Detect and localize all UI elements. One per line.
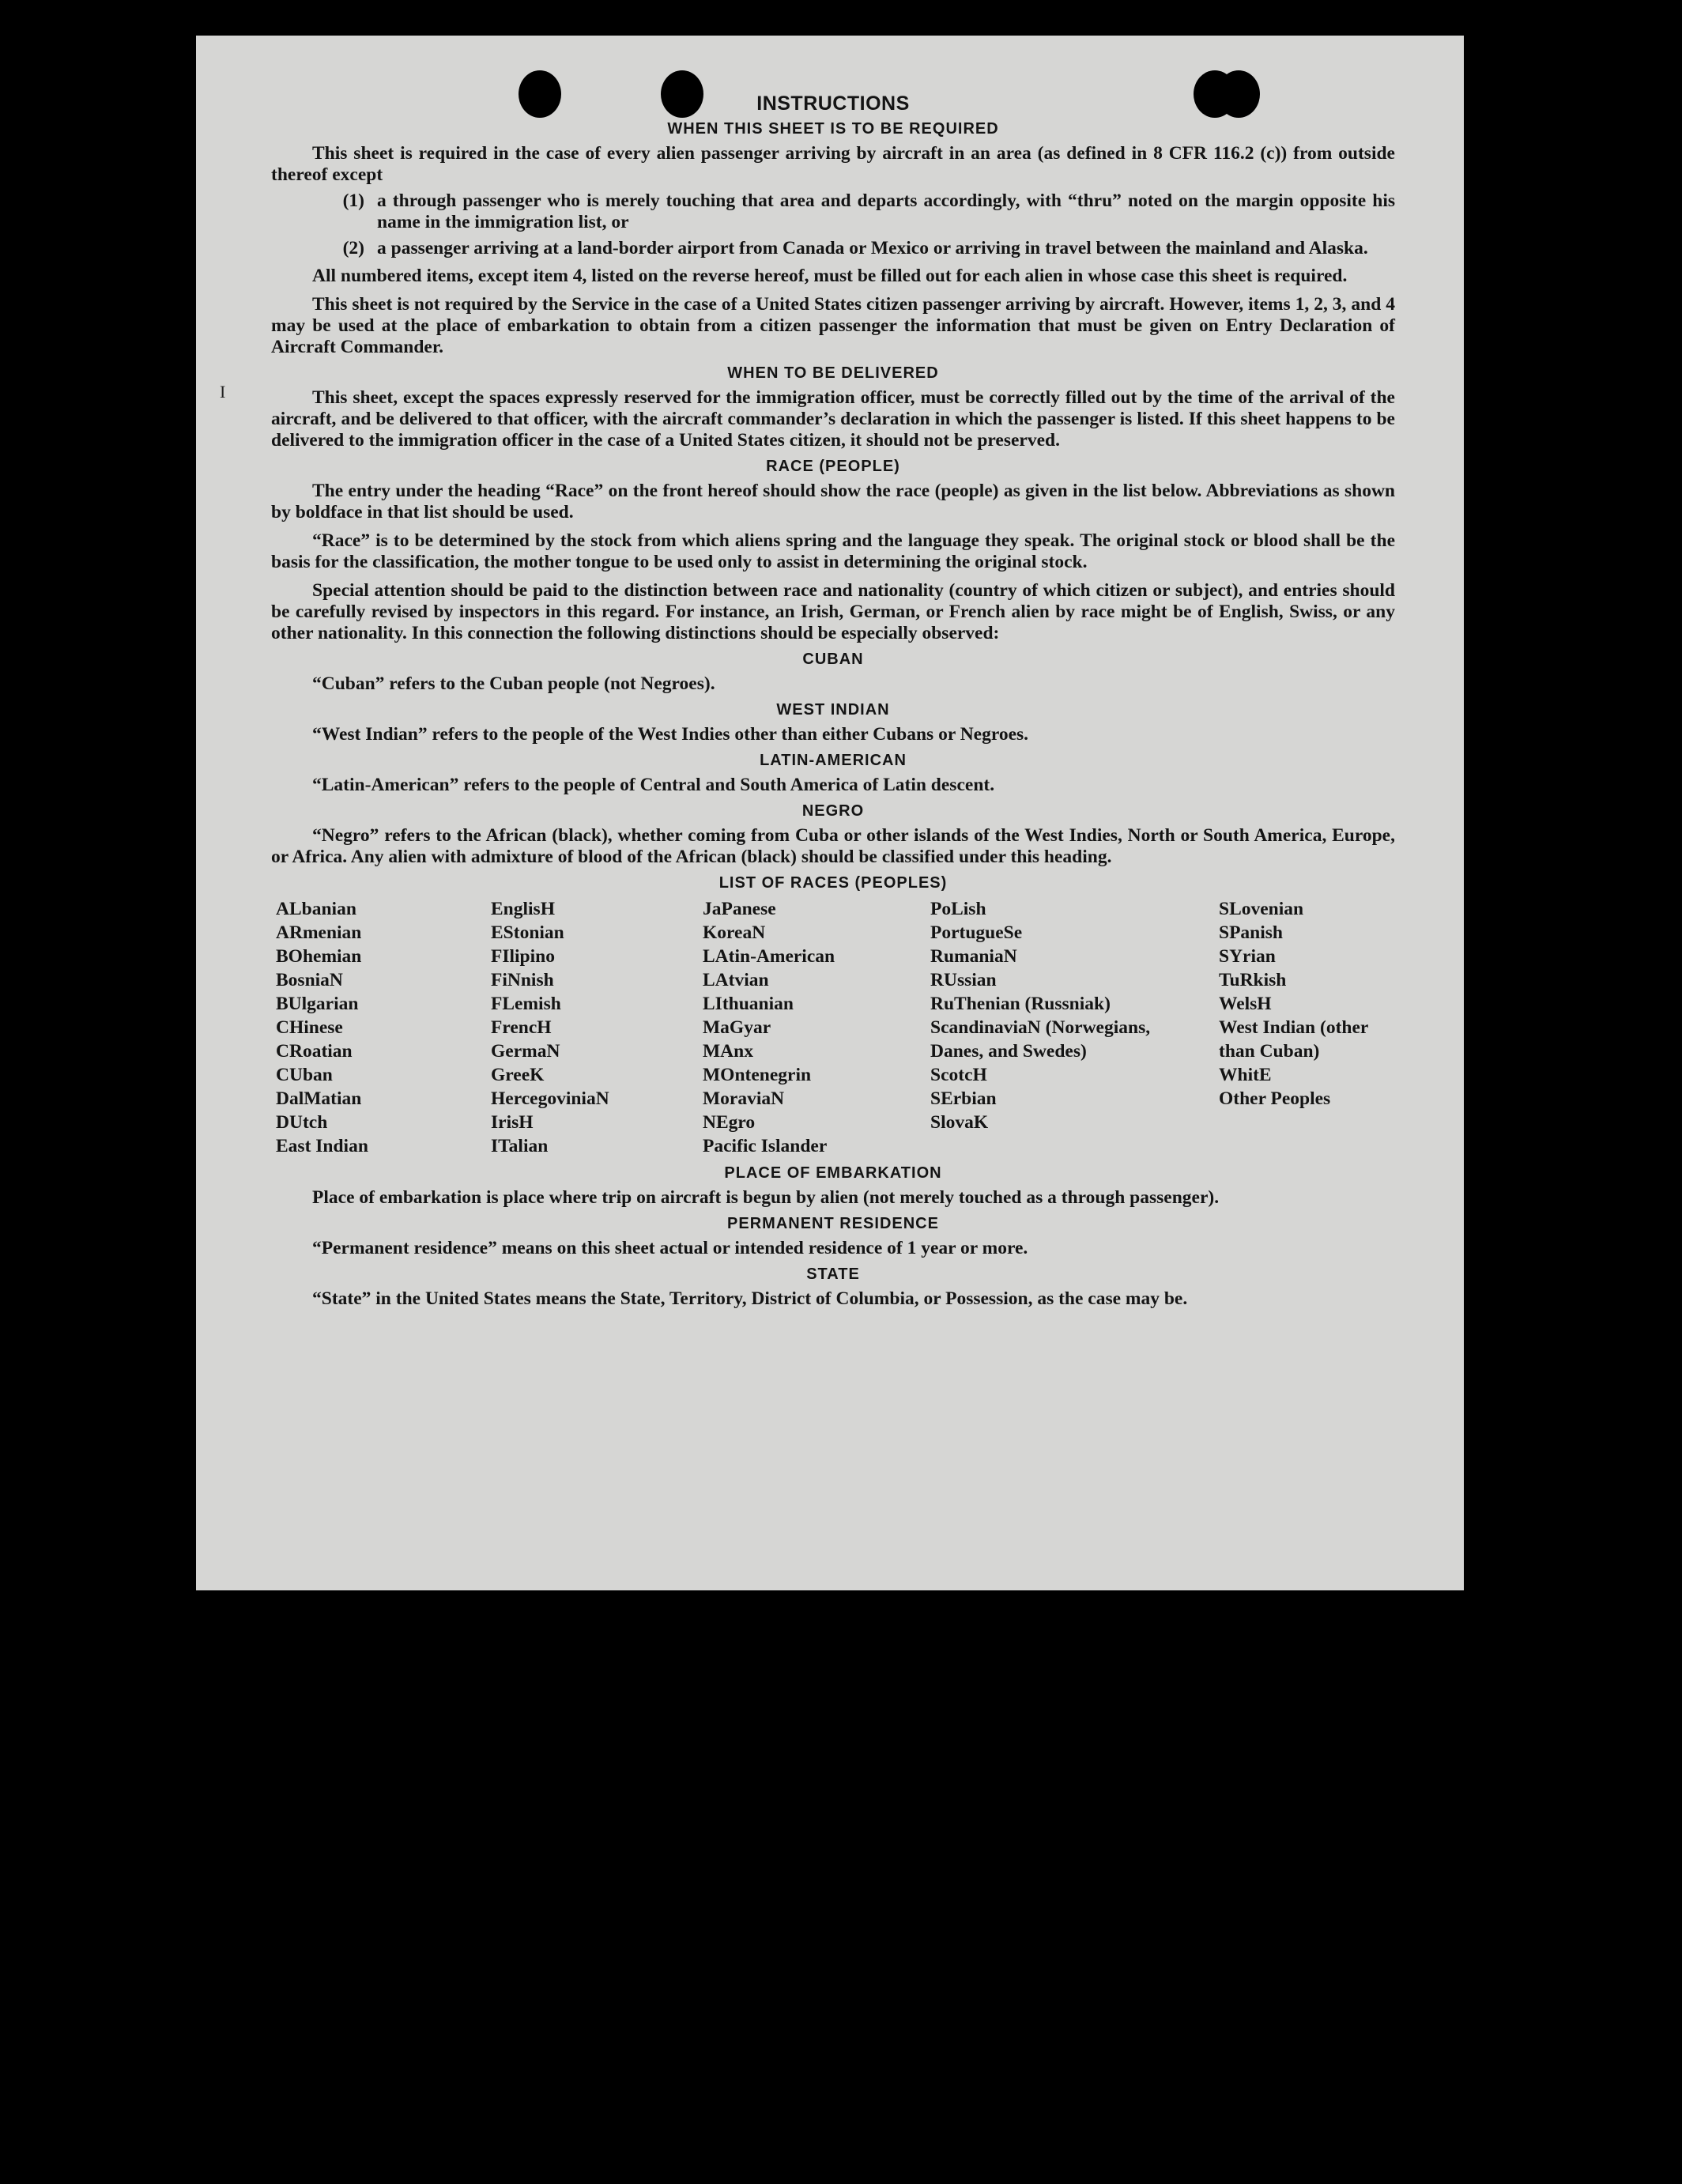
race-item: LIthuanian — [703, 994, 794, 1014]
race-item: CHinese — [276, 1017, 343, 1038]
race-item: GreeK — [491, 1065, 545, 1085]
race-item: NEgro — [703, 1112, 756, 1133]
race-item: LAtvian — [703, 970, 769, 990]
race-item: EStonian — [491, 922, 564, 943]
item-text: a passenger arriving at a land-border airport from Canada or Mexico or arriving in travel between the mainland and Alaska. — [377, 238, 1368, 258]
section-heading: WEST INDIAN — [776, 701, 890, 719]
race-item: KoreaN — [703, 922, 766, 943]
paragraph: This sheet is not required by the Service in the case of a United States citizen passenger arriving by aircraft. However, items 1, 2, 3, and 4 may be used at the place of embarkation to obtain from a citizen passenger the information that must be given on Entry Declaration of Aircraft Commander. — [271, 294, 1395, 357]
races-column — [1219, 897, 1401, 1158]
race-item: RuThenian (Russniak) — [930, 994, 1111, 1014]
race-item: ScotcH — [930, 1065, 987, 1085]
race-item: BUlgarian — [276, 994, 359, 1014]
race-item: SlovaK — [930, 1112, 989, 1133]
races-column — [930, 897, 1219, 1158]
page-title: INSTRUCTIONS — [756, 92, 910, 115]
paragraph: “West Indian” refers to the people of the West Indies other than either Cubans or Negroes. — [312, 724, 1029, 745]
race-item: BosniaN — [276, 970, 343, 990]
race-item: SYrian — [1219, 946, 1276, 967]
paragraph: “State” in the United States means the State, Territory, District of Columbia, or Possession, as the case may be. — [312, 1288, 1188, 1309]
document-sheet — [196, 36, 1464, 1590]
race-item: PoLish — [930, 899, 986, 919]
race-item: MaGyar — [703, 1017, 771, 1038]
race-item: Pacific Islander — [703, 1136, 828, 1156]
race-item: ALbanian — [276, 899, 356, 919]
races-column — [491, 897, 703, 1158]
race-item: CUban — [276, 1065, 333, 1085]
section-heading: LIST OF RACES (PEOPLES) — [718, 874, 948, 892]
race-item: MOntenegrin — [703, 1065, 812, 1085]
race-item: EnglisH — [491, 899, 555, 919]
race-item: ScandinaviaN (Norwegians, Danes, and Swedes) — [930, 1017, 1151, 1062]
paragraph: This sheet is required in the case of every alien passenger arriving by aircraft in an area (as defined in 8 CFR 116.2 (c)) from outside thereof except — [271, 143, 1395, 185]
race-item: ITalian — [491, 1136, 549, 1156]
item-number: (1) — [342, 190, 364, 211]
instructions-body — [271, 92, 1395, 1310]
race-item: West Indian (other than Cuban) — [1219, 1017, 1368, 1062]
race-item: WelsH — [1219, 994, 1272, 1014]
race-item: Other Peoples — [1219, 1088, 1331, 1109]
section-heading: PERMANENT RESIDENCE — [727, 1215, 939, 1232]
paragraph: All numbered items, except item 4, listed on the reverse hereof, must be filled out for each alien in whose case this sheet is required. — [312, 266, 1348, 286]
race-item: BOhemian — [276, 946, 362, 967]
section-heading: RACE (PEOPLE) — [766, 458, 900, 475]
paragraph: Special attention should be paid to the distinction between race and nationality (country of which citizen or subject), and entries should be carefully revised by inspectors in this regard. For instance, an Irish, German, or French alien by race might be of English, Swiss, or any other nationality. In this connection the following distinctions should be especially observed: — [271, 580, 1395, 643]
race-item: RumaniaN — [930, 946, 1017, 967]
race-item: TuRkish — [1219, 970, 1287, 990]
race-item: CRoatian — [276, 1041, 353, 1062]
paragraph: Place of embarkation is place where trip on aircraft is begun by alien (not merely touched as a through passenger). — [312, 1187, 1220, 1208]
race-item: LAtin-American — [703, 946, 835, 967]
races-column — [276, 897, 491, 1158]
margin-mark: I — [220, 382, 226, 402]
race-item: East Indian — [276, 1136, 368, 1156]
paragraph: “Latin-American” refers to the people of Central and South America of Latin descent. — [312, 775, 995, 795]
section-heading: CUBAN — [802, 651, 864, 668]
list-item — [271, 238, 1395, 259]
races-list — [276, 897, 1395, 1158]
race-item: FrencH — [491, 1017, 552, 1038]
section-heading: NEGRO — [801, 802, 865, 820]
race-item: PortugueSe — [930, 922, 1023, 943]
race-item: ARmenian — [276, 922, 362, 943]
section-heading: WHEN TO BE DELIVERED — [727, 364, 939, 382]
race-item: FLemish — [491, 994, 561, 1014]
race-item: WhitE — [1219, 1065, 1272, 1085]
section-heading: PLACE OF EMBARKATION — [724, 1164, 942, 1182]
race-item: FiNnish — [491, 970, 554, 990]
race-item: SErbian — [930, 1088, 997, 1109]
race-item: FIlipino — [491, 946, 555, 967]
race-item: JaPanese — [703, 899, 776, 919]
section-heading: WHEN THIS SHEET IS TO BE REQUIRED — [667, 120, 999, 138]
paragraph: “Cuban” refers to the Cuban people (not Negroes). — [312, 673, 715, 694]
item-text: a through passenger who is merely touching that area and departs accordingly, with “thru” noted on the margin opposite his name in the immigration list, or — [377, 190, 1395, 232]
race-item: RUssian — [930, 970, 997, 990]
race-item: IrisH — [491, 1112, 534, 1133]
race-item: GermaN — [491, 1041, 560, 1062]
section-heading: STATE — [806, 1266, 860, 1283]
item-number: (2) — [342, 238, 364, 258]
section-heading: LATIN-AMERICAN — [760, 752, 907, 769]
race-item: SPanish — [1219, 922, 1283, 943]
paragraph: “Race” is to be determined by the stock from which aliens spring and the language they speak. The original stock or blood shall be the basis for the classification, the mother tongue to be used only to assist in determining the original stock. — [271, 530, 1395, 572]
race-item: MoraviaN — [703, 1088, 785, 1109]
paragraph: “Negro” refers to the African (black), whether coming from Cuba or other islands of the West Indies, North or South America, Europe, or Africa. Any alien with admixture of blood of the African (black) should be classified under this heading. — [271, 825, 1395, 867]
race-item: DUtch — [276, 1112, 328, 1133]
race-item: HercegoviniaN — [491, 1088, 609, 1109]
race-item: MAnx — [703, 1041, 753, 1062]
paragraph: “Permanent residence” means on this sheet actual or intended residence of 1 year or more. — [312, 1238, 1028, 1258]
paragraph: The entry under the heading “Race” on the front hereof should show the race (people) as given in the list below. Abbreviations as shown by boldface in that list should be used. — [271, 481, 1395, 522]
exception-list — [271, 190, 1395, 259]
paragraph: This sheet, except the spaces expressly reserved for the immigration officer, must be correctly filled out by the time of the arrival of the aircraft, and be delivered to that officer, with the aircraft commander’s declaration in which the passenger is listed. If this sheet happens to be delivered to the immigration officer in the case of a United States citizen, it should not be preserved. — [271, 387, 1395, 451]
races-column — [703, 897, 930, 1158]
list-item — [271, 190, 1395, 233]
race-item: SLovenian — [1219, 899, 1304, 919]
race-item: DalMatian — [276, 1088, 362, 1109]
